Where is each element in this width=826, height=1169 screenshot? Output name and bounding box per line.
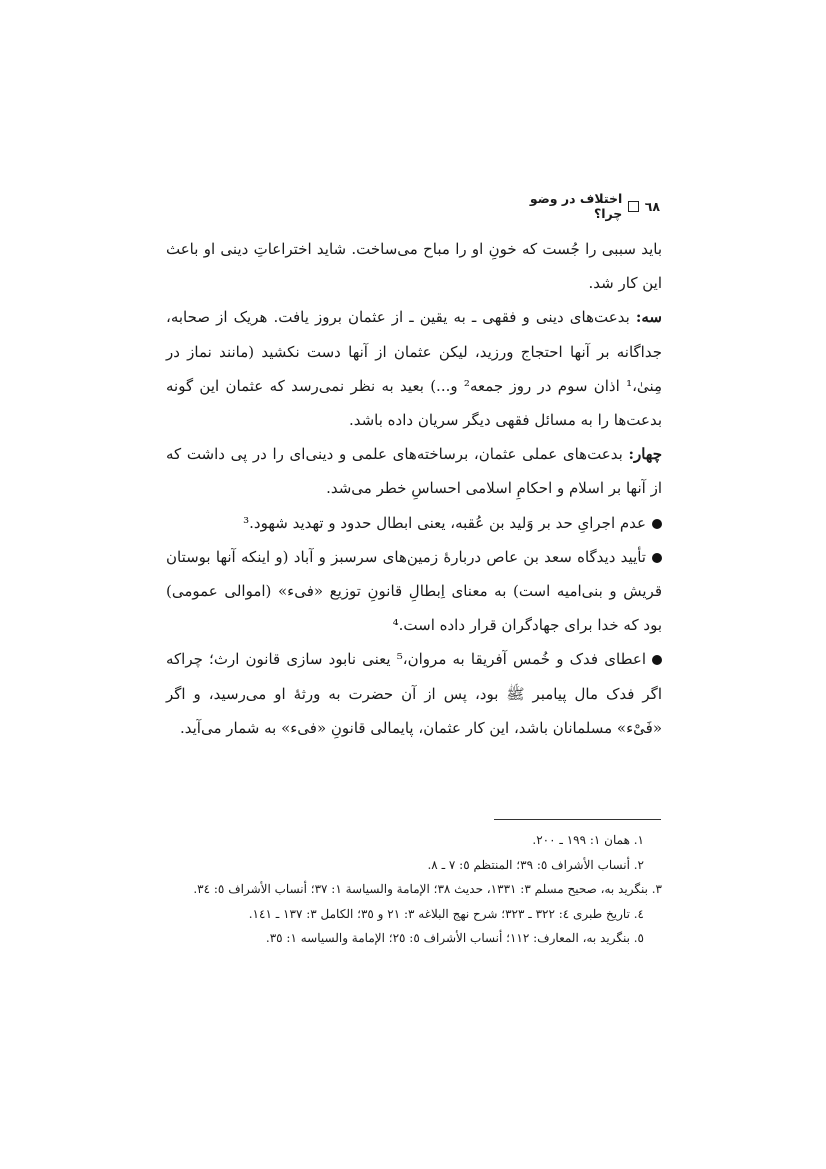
running-header [505, 191, 660, 221]
square-bullet-icon [628, 201, 638, 212]
footnote: ٣. بنگرید به، صحیح مسلم ٣: ١٣٣١، حدیث ٣٨؛ الإمامة والسیاسة ١: ٣٧؛ أنساب الأشراف ٥: ٣٤. [193, 882, 662, 896]
paragraph [166, 300, 662, 437]
paragraph [166, 437, 662, 505]
paragraph-text: باید سببی را جُست که خونِ او را مباح می‌ساخت. شاید اختراعاتِ دینی او باعث این کار شد. [166, 240, 662, 293]
footnote: ٢. أنساب الأشراف ٥: ٣٩؛ المنتظم ٥: ٧ ـ ٨. [427, 857, 644, 872]
paragraph-heading: سه: [635, 308, 662, 327]
footnote-divider [494, 819, 661, 820]
paragraph-text: بدعت‌های عملی عثمان، برساخته‌های علمی و دینی‌ای را در پی داشت که از آنها بر اسلام و احکامِ اسلامی احساسِ خطر می‌شد. [166, 445, 662, 498]
paragraph-heading: چهار: [628, 445, 662, 464]
bullet-item [166, 540, 662, 643]
book-title: اختلاف در وضو چرا؟ [529, 191, 623, 221]
paragraph-text: بدعت‌های دینی و فقهی ـ به یقین ـ از عثمان بروز یافت. هریک از صحابه، جداگانه بر آنها احتجاج ورزید، لیکن عثمان از آنها دست نکشید (مانند نماز در مِنیٰ،¹ اذان سوم در روز جمعه² و...) بعید به نظر نمی‌رسد که عثمان این گونه بدعت‌ها را به مسائل فقهی دیگر سریان داده باشد. [166, 308, 662, 430]
footnote: ٥. بنگرید به، المعارف: ١١٢؛ أنساب الأشراف ٥: ٢٥؛ الإمامة والسیاسه ١: ٣٥. [265, 931, 644, 945]
bullet-icon [652, 519, 662, 529]
bullet-text: عدم اجرایِ حد بر وَلید بن عُقبه، یعنی ابطال حدود و تهدید شهود.³ [243, 513, 646, 532]
footnote: ٤. تاریخ طبری ٤: ٣٢٢ ـ ٣٢٣؛ شرح نهج البلاغه ٣: ٢١ و ٣٥؛ الکامل ٣: ١٣٧ ـ ١٤١. [248, 906, 644, 921]
footnotes [166, 828, 662, 951]
footnote: ١. همان ١: ١٩٩ ـ ٢٠٠. [532, 833, 644, 847]
bullet-icon [652, 655, 662, 665]
bullet-text: تأیید دیدگاه سعد بن عاص دربارهٔ زمین‌های سرسبز و آباد (و اینکه آنها بوستان قریش و بنی‌امیه است) به معنای اِبطالِ قانونِ توزیع «فیء» (اموالی عمومی) بود که خدا برای جهادگران قرار داده است.⁴ [166, 547, 662, 635]
bullet-item [166, 506, 662, 540]
bullet-item [166, 642, 662, 745]
main-text [166, 232, 662, 745]
page-number: ٦٨ [644, 198, 660, 214]
bullet-text: اعطای فدک و خُمس آفریقا به مروان،⁵ یعنی نابود سازی قانون ارث؛ چراکه اگر فدک مال پیامبر ﷺ بود، پس از آن حضرت به ورثهٔ او می‌رسید، و اگر «فَیْء» مسلمانان باشد، این کار عثمان، پایمالی قانونِ «فیء» به شمار می‌آید. [166, 650, 662, 737]
paragraph [166, 232, 662, 300]
bullet-icon [652, 553, 662, 563]
